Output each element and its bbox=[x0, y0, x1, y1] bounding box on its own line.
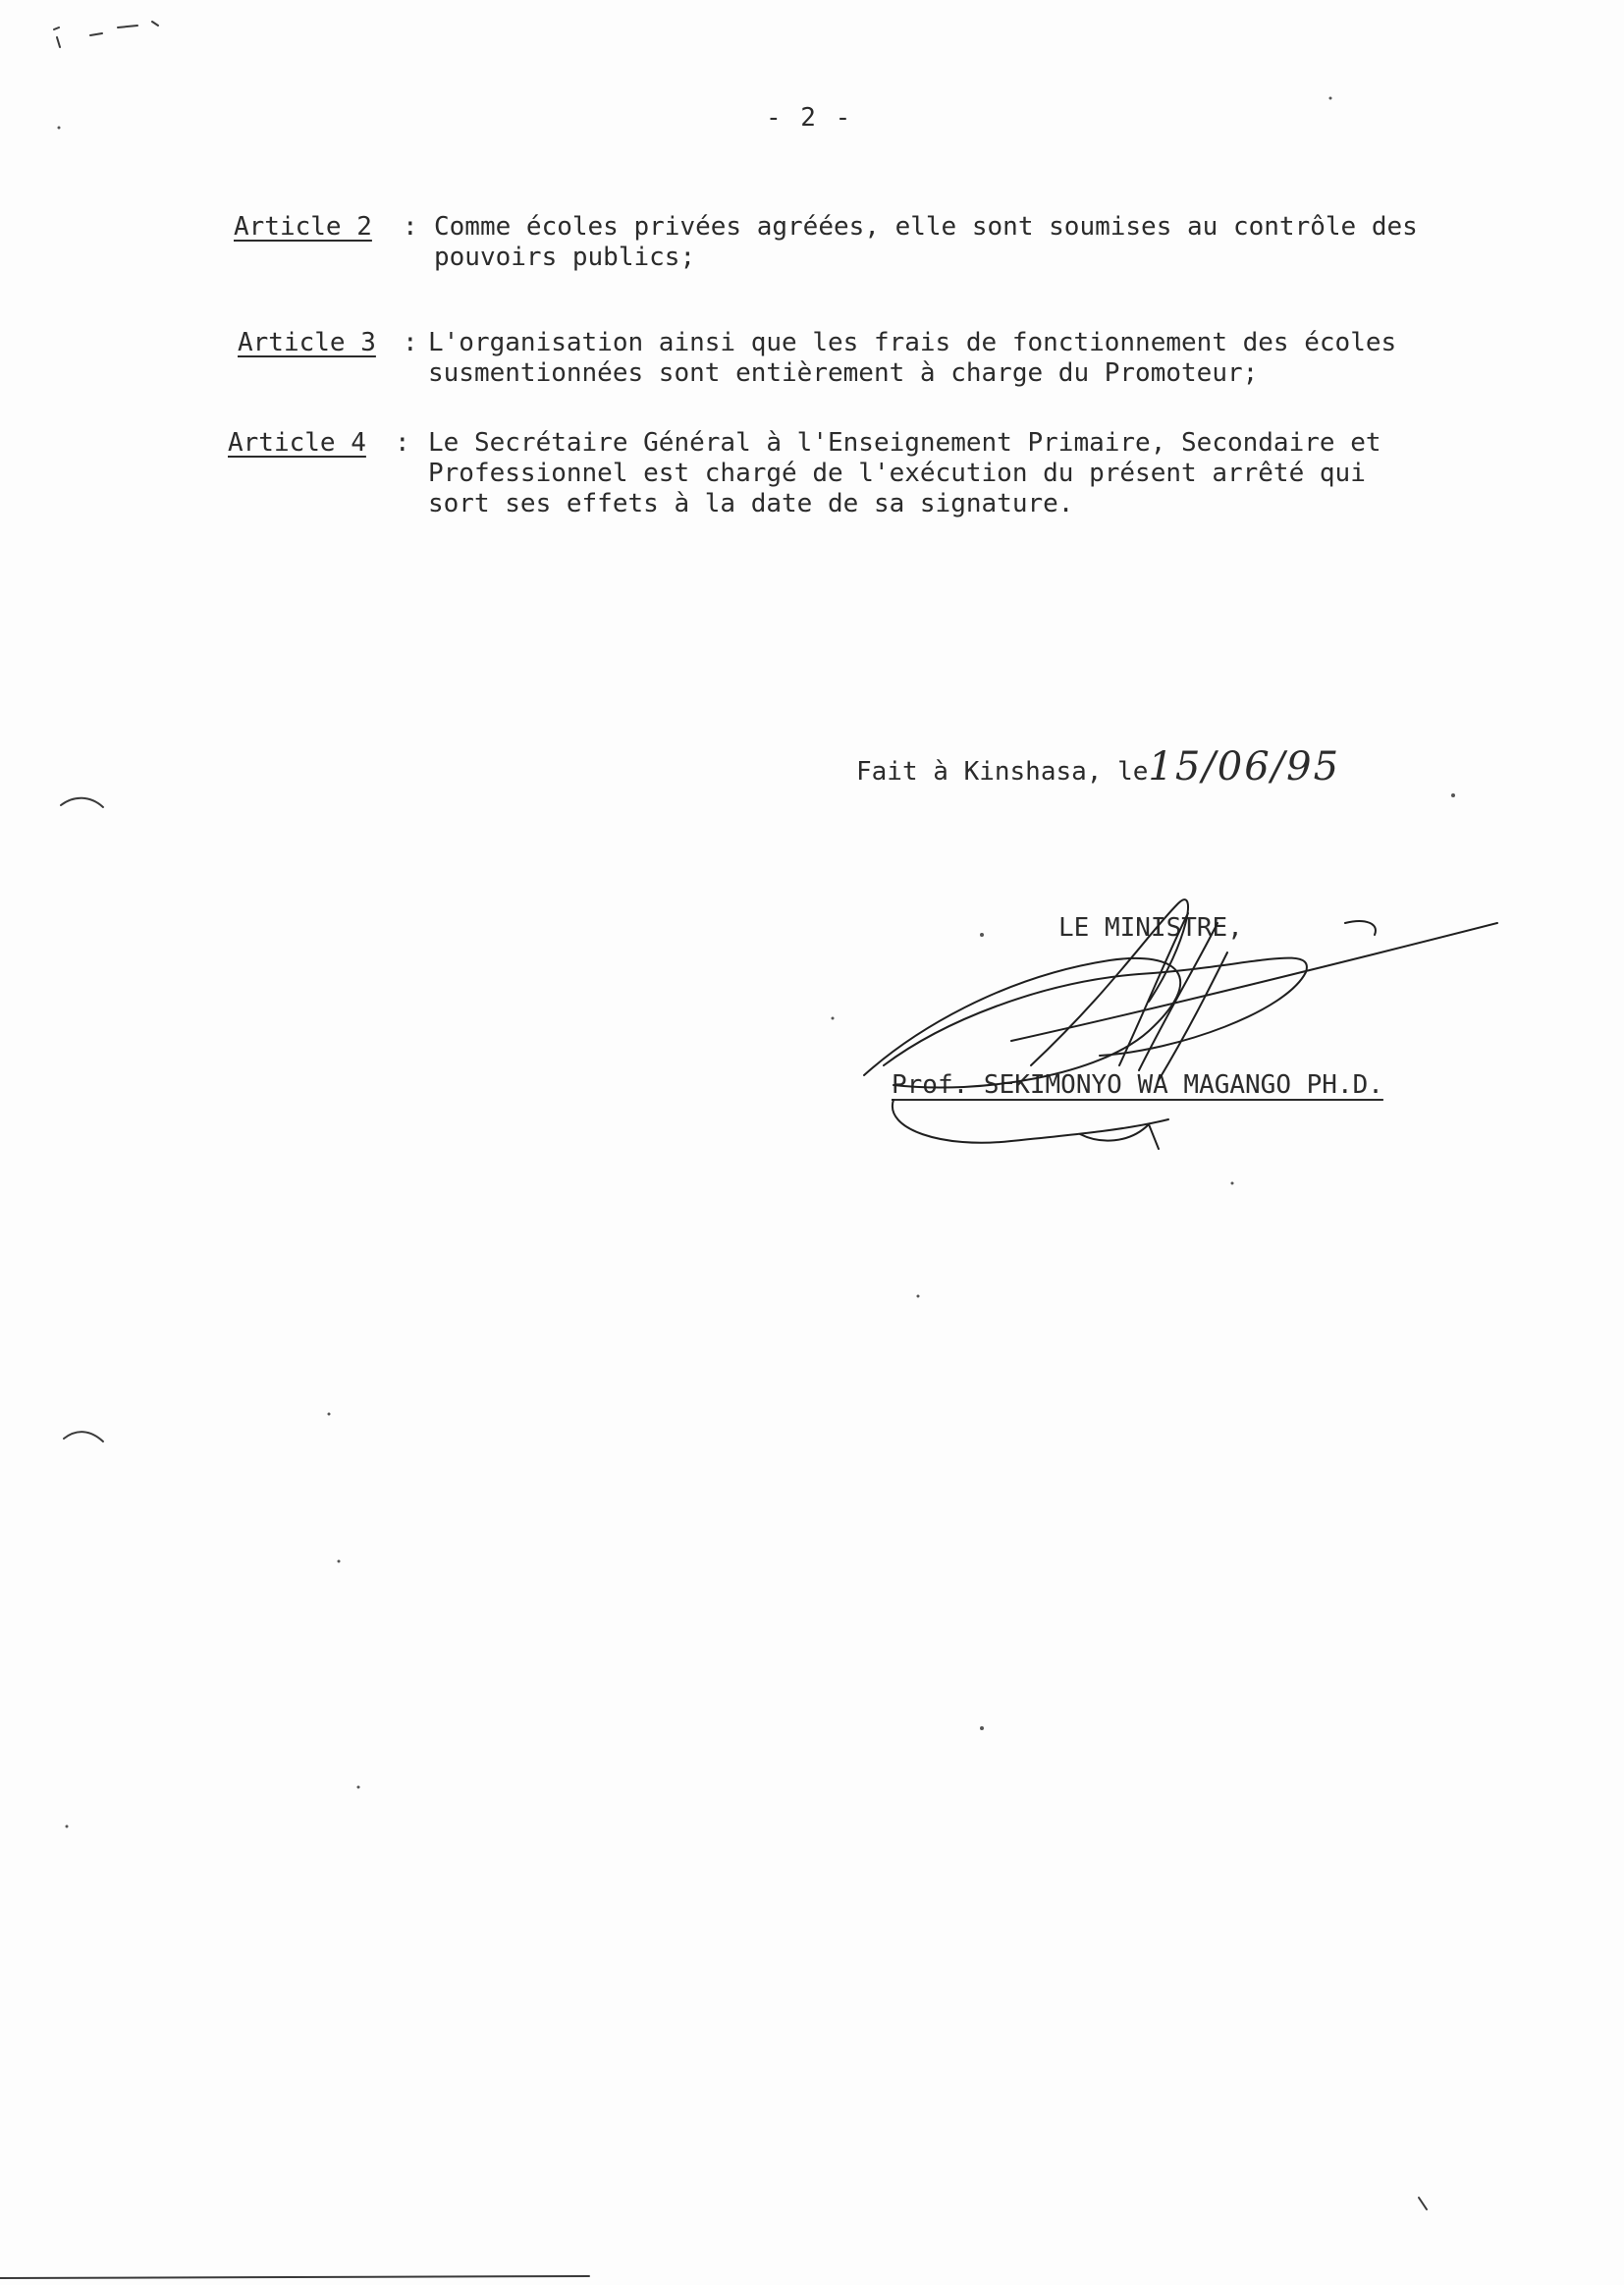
page-number: - 2 - bbox=[766, 103, 853, 133]
article-line: sort ses effets à la date de sa signature. bbox=[428, 489, 1074, 518]
article-colon: : bbox=[403, 328, 418, 357]
article-colon: : bbox=[403, 212, 418, 242]
handwritten-signature bbox=[854, 884, 1522, 1159]
article-body bbox=[428, 428, 1518, 519]
article-label: Article 3 bbox=[238, 328, 376, 357]
place-text: Fait à Kinshasa, le bbox=[856, 757, 1149, 787]
article-label: Article 2 bbox=[234, 212, 372, 242]
article-body bbox=[434, 212, 1524, 273]
signatory-title: LE MINISTRE, bbox=[1058, 913, 1243, 943]
article-line: pouvoirs publics; bbox=[434, 243, 696, 272]
signatory-name: Prof. SEKIMONYO WA MAGANGO PH.D. bbox=[892, 1070, 1383, 1100]
handwritten-date: 15/06/95 bbox=[1148, 744, 1341, 789]
article-body bbox=[428, 328, 1518, 389]
article-line: susmentionnées sont entièrement à charge du Promoteur; bbox=[428, 358, 1259, 388]
article-colon: : bbox=[395, 428, 410, 458]
article-line: Professionnel est chargé de l'exécution du présent arrêté qui bbox=[428, 459, 1366, 488]
article-label: Article 4 bbox=[228, 428, 366, 458]
article-line: L'organisation ainsi que les frais de fonctionnement des écoles bbox=[428, 328, 1397, 357]
article-line: Comme écoles privées agréées, elle sont soumises au contrôle des bbox=[434, 212, 1418, 242]
article-line: Le Secrétaire Général à l'Enseignement Primaire, Secondaire et bbox=[428, 428, 1381, 458]
place-and-date bbox=[856, 744, 1340, 789]
